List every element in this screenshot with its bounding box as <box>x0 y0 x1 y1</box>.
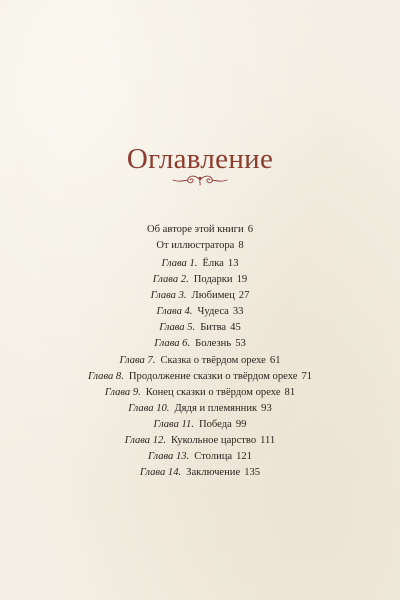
toc-entry-chapter-7[interactable] <box>0 353 400 369</box>
chapter-page-number: 81 <box>284 386 296 398</box>
chapter-page-number: 45 <box>230 322 241 334</box>
chapter-number: Глава 1. <box>161 258 198 269</box>
chapter-number: Глава 13. <box>147 451 190 463</box>
chapter-title: Чудеса <box>197 306 229 318</box>
chapter-page-number: 121 <box>236 451 253 463</box>
chapter-page-number: 61 <box>269 354 281 366</box>
chapter-page-number: 93 <box>261 402 272 414</box>
entry-title: Об авторе этой книги <box>146 224 244 235</box>
chapter-title: Битва <box>200 322 227 334</box>
chapter-number: Глава 10. <box>128 402 170 414</box>
chapter-number: Глава 4. <box>156 306 193 318</box>
chapter-list <box>0 256 400 481</box>
toc-entry-chapter-3[interactable] <box>0 288 400 304</box>
chapter-title: Продолжение сказки о твёрдом орехе <box>128 370 298 382</box>
chapter-page-number: 135 <box>244 467 261 479</box>
chapter-page-number: 19 <box>236 274 248 286</box>
chapter-title: Подарки <box>193 274 233 286</box>
chapter-title: Победа <box>198 418 232 430</box>
toc-entry-illustrator[interactable] <box>0 238 400 254</box>
toc-entry-chapter-12[interactable] <box>0 433 400 449</box>
chapter-number: Глава 8. <box>87 370 124 382</box>
chapter-page-number: 99 <box>235 418 247 430</box>
entry-page-number: 8 <box>238 240 244 252</box>
toc-entry-chapter-13[interactable] <box>0 449 400 465</box>
chapter-number: Глава 11. <box>153 418 194 430</box>
toc-entry-chapter-8[interactable] <box>0 369 400 385</box>
chapter-number: Глава 6. <box>154 338 191 350</box>
chapter-page-number: 53 <box>235 338 246 350</box>
toc-entry-chapter-5[interactable] <box>0 320 400 336</box>
chapter-number: Глава 7. <box>119 354 156 366</box>
chapter-number: Глава 5. <box>159 322 196 334</box>
toc-entry-chapter-14[interactable] <box>0 465 400 481</box>
chapter-number: Глава 3. <box>150 290 187 302</box>
toc-entry-chapter-6[interactable] <box>0 336 400 352</box>
entry-page-number: 6 <box>247 224 253 235</box>
page-title: Оглавление <box>126 143 274 175</box>
chapter-title: Сказка о твёрдом орехе <box>160 354 266 366</box>
chapter-title: Болезнь <box>195 338 232 350</box>
chapter-title: Столица <box>194 451 233 463</box>
chapter-title: Конец сказки о твёрдом орехе <box>145 386 281 398</box>
toc-entry-chapter-4[interactable] <box>0 304 400 320</box>
toc-entry-chapter-2[interactable] <box>0 272 400 288</box>
chapter-page-number: 27 <box>238 290 250 302</box>
chapter-title: Дядя и племянник <box>174 402 258 414</box>
flourish-ornament-icon <box>170 172 230 188</box>
toc-entry-author[interactable] <box>0 222 400 238</box>
chapter-page-number: 33 <box>232 306 244 318</box>
toc-entry-chapter-1[interactable] <box>0 256 400 272</box>
chapter-page-number: 111 <box>260 435 276 447</box>
chapter-page-number: 13 <box>227 258 239 269</box>
chapter-number: Глава 12. <box>124 435 166 447</box>
chapter-number: Глава 2. <box>152 274 189 286</box>
chapter-number: Глава 9. <box>104 386 141 398</box>
chapter-title: Любимец <box>191 290 235 302</box>
toc-entry-chapter-9[interactable] <box>0 385 400 401</box>
toc-entry-chapter-11[interactable] <box>0 417 400 433</box>
chapter-number: Глава 14. <box>139 467 182 479</box>
entry-title: От иллюстратора <box>156 240 235 252</box>
chapter-title: Кукольное царство <box>171 435 257 447</box>
chapter-title: Заключение <box>186 467 241 479</box>
chapter-title: Ёлка <box>202 258 224 269</box>
chapter-page-number: 71 <box>301 370 313 382</box>
intro-list <box>0 222 400 255</box>
toc-entry-chapter-10[interactable] <box>0 401 400 417</box>
